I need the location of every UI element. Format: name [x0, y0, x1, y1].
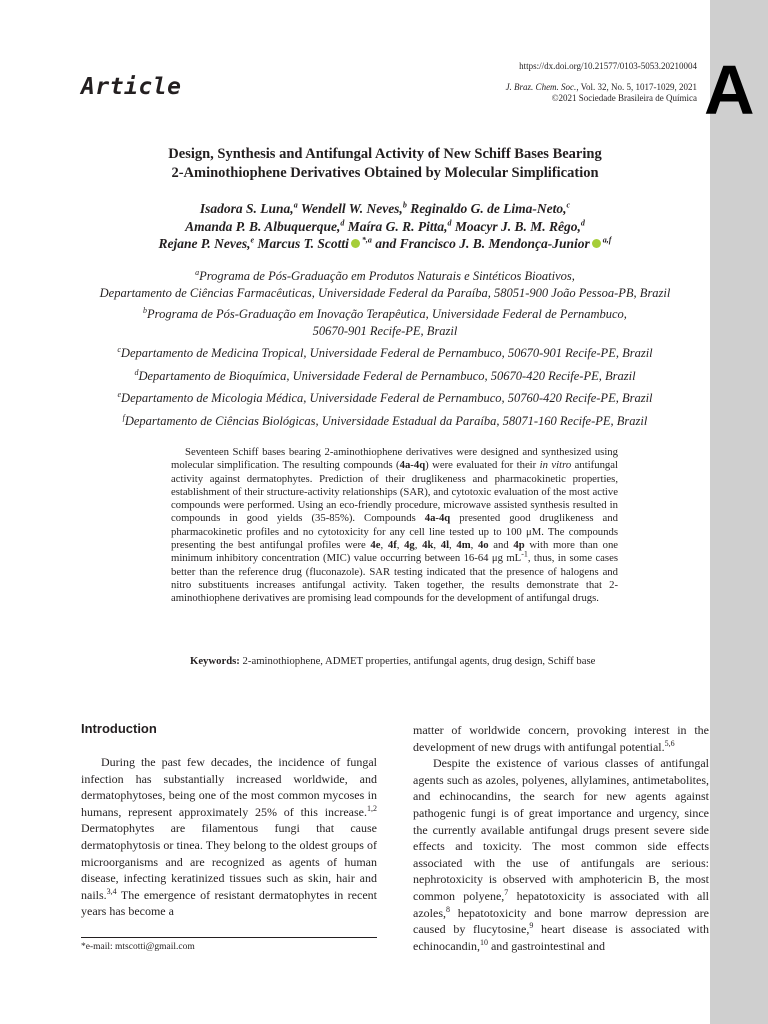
- author: Reginaldo G. de Lima-Neto,: [410, 201, 567, 216]
- orcid-icon[interactable]: [351, 239, 360, 248]
- title-line-2: 2-Aminothiophene Derivatives Obtained by Molecular Simplification: [171, 165, 599, 181]
- paragraph: Despite the existence of various classes of antifungal agents such as azoles, polyenes, allylamines, antimetabolites, and echinocandins, the search for new agents against pathogenic fungi is of great importance and urgency, since the currently available antifungal drugs present severe side effects and toxicity. The most common side effects associated with the use of antifungals are serious: nephrotoxicity is observed with amphotericin B, the most common polyene,$^7$ hepatotoxicity is associated with all azoles,$^8$ hepatotoxicity and bone marrow depression are caused by flucytosine,$^9$ heart disease is associated with echinocandin,$^{10}$ and gastrointestinal and: [413, 756, 710, 953]
- author: and Francisco J. B. Mendonça-Junior: [375, 236, 590, 251]
- title-line-1: Design, Synthesis and Antifungal Activity of New Schiff Bases Bearing: [168, 146, 602, 162]
- paragraph: During the past few decades, the incidence of fungal infection has substantially increased worldwide, and dermatophytoses, being one of the most common mycoses in humans, represent approximately 25% of this increase.$^{1,2}$ Dermatophytes are filamentous fungi that cause dermatophytosis or tinea. They belong to the oldest groups of microorganisms and are recognized as agents of human disease, infecting keratinized tissues such as skin, hair and nails.$^{3,4}$ The emergence of resistant dermatophytes in recent years has become a: [81, 755, 377, 919]
- section-label: Article: [81, 74, 182, 100]
- keywords-label: Keywords:: [190, 655, 240, 667]
- author-list: Isadora S. Luna,$^a$ Wendell W. Neves,$^b$ Reginaldo G. de Lima-Neto,$^c$ Amanda P. B. Albuquerque,$^d$ Maíra G. R. Pitta,$^d$ Moacyr J. B. M. Rêgo,$^d$ Rejane P. Neves,$^e$ Marcus T. Scotti $^{*,a}$ and Francisco J. B. Mendonça-Junior $^{a,f}$: [158, 200, 612, 251]
- affiliation-d: $^d$Departamento de Bioquímica, Universidade Federal de Pernambuco, 50670-420 Recife-PE, Brazil: [134, 367, 636, 383]
- paragraph: matter of worldwide concern, provoking interest in the development of new drugs with antifungal potential.$^{5,6}$: [413, 723, 709, 754]
- affiliation-c: $^c$Departamento de Medicina Tropical, Universidade Federal de Pernambuco, 50670-901 Recife-PE, Brazil: [117, 344, 653, 360]
- author: Wendell W. Neves,: [300, 201, 403, 216]
- author: Isadora S. Luna,: [199, 201, 294, 216]
- copyright: ©2021 Sociedade Brasileira de Química: [551, 93, 697, 103]
- affiliation-a: $^a$Programa de Pós-Graduação em Produtos Naturais e Sintéticos Bioativos, Departamento de Ciências Farmacêuticas, Universidade Federal da Paraíba, 58051-900 João Pessoa-PB, Brazil: [99, 267, 671, 300]
- section-letter: A: [704, 51, 755, 129]
- author: Marcus T. Scotti: [257, 236, 349, 251]
- author: Rejane P. Neves,: [158, 236, 251, 251]
- author: Amanda P. B. Albuquerque,: [185, 218, 341, 234]
- body-column-left: [81, 754, 377, 920]
- journal-name: J. Braz. Chem. Soc.: [505, 82, 577, 92]
- abstract: Seventeen Schiff bases bearing 2-aminothiophene derivatives were designed and synthesized using molecular simplification. The resulting compounds (4a-4q) were evaluated for their in vitro antifungal activity against dermatophytes. Prediction of their druglikeness and pharmacokinetic properties, establishment of their structure-activity relationships (SAR), and cytotoxic evaluation of the most active compounds were performed. Using an eco-friendly procedure, microwave assisted synthesis resulted in compounds in good yields (35-85%). Compounds 4a-4q presented good druglikeness and pharmacokinetic profiles and no cytotoxicity for any cell line tested up to 100 μM. The compounds presenting the best antifungal profiles were 4e, 4f, 4g, 4k, 4l, 4m, 4o and 4p with more than one minimum inhibitory concentration (MIC) value occurring between 16-64 μg $mL^{-1}$, thus, in some cases better than the reference drug (fluconazole). SAR testing indicated that the presence of halogens and nitro substituents increases antifungal activity. Taken together, the results demonstrate that 2-aminothiophene derivatives are promising lead compounds for the development of antifungal drugs.: [171, 446, 619, 605]
- keywords-text: 2-aminothiophene, ADMET properties, antifungal agents, drug design, Schiff base: [239, 655, 596, 667]
- orcid-icon[interactable]: [592, 239, 601, 248]
- footnote-rule: [81, 937, 377, 938]
- keywords: [190, 655, 630, 667]
- paper-title: [100, 145, 670, 183]
- section-heading: Introduction: [81, 721, 157, 736]
- author: Moacyr J. B. M. Rêgo,: [454, 218, 581, 234]
- journal-info: [506, 82, 697, 104]
- corresponding-email[interactable]: *e-mail: mtscotti@gmail.com: [81, 942, 195, 952]
- author: Maíra G. R. Pitta,: [347, 218, 448, 234]
- journal-volume: , Vol. 32, No. 5, 1017-1029, 2021: [576, 82, 697, 92]
- affiliation-b: $^b$Programa de Pós-Graduação em Inovação Terapêutica, Universidade Federal de Pernambuco, 50670-901 Recife-PE, Brazil: [143, 305, 627, 338]
- body-column-right: [413, 722, 709, 954]
- corner-bar: [710, 0, 768, 1024]
- doi-link[interactable]: https://dx.doi.org/10.21577/0103-5053.20210004: [519, 61, 697, 71]
- affiliation-f: $^f$Departamento de Ciências Biológicas, Universidade Estadual da Paraíba, 58071-160 Recife-PE, Brazil: [122, 412, 648, 428]
- affiliation-e: $^e$Departamento de Micologia Médica, Universidade Federal de Pernambuco, 50760-420 Recife-PE, Brazil: [117, 389, 653, 405]
